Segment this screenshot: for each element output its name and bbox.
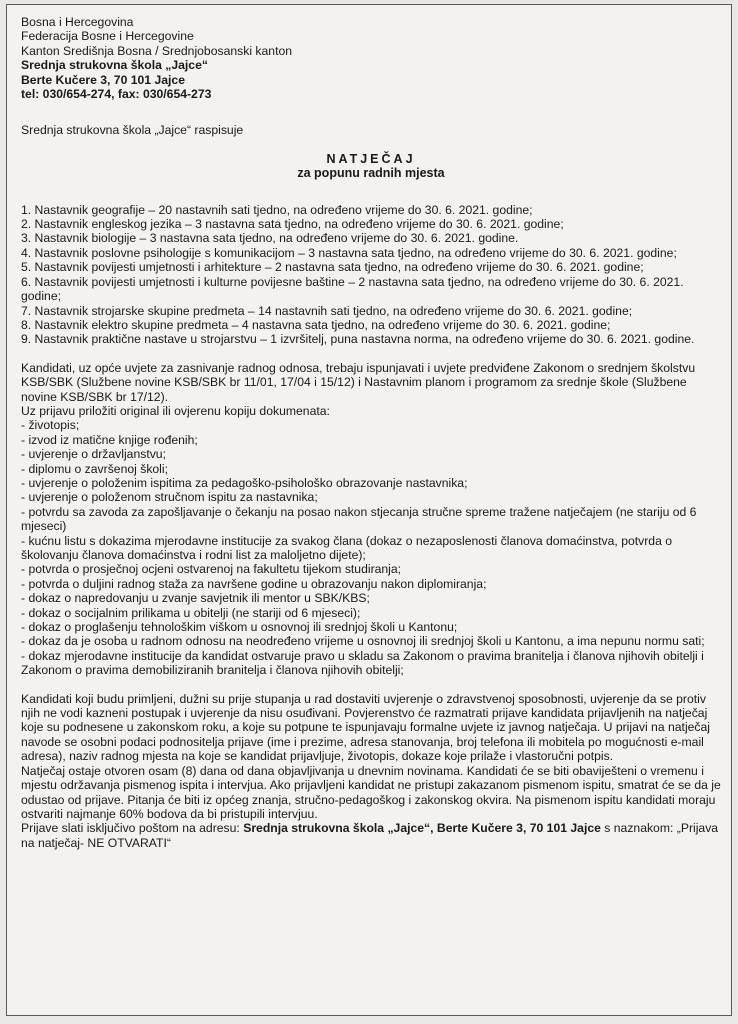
document-item: - potvrda o duljini radnog staža za navršene godine u obrazovanju nakon diplomiranja; [21,576,487,591]
position-item: 5. Nastavnik povijesti umjetnosti i arhitekture – 2 nastavna sata tjedno, na određeno vrijeme do 30. 6. 2021. godine; [21,260,644,275]
announcement-subtitle: za popunu radnih mjesta [297,166,445,181]
document-item: - dokaz o proglašenju tehnološkim viškom u osnovnoj ili srednjoj školi u Kantonu; [21,620,458,635]
newspaper-clipping [6,4,732,1016]
document-item: - dokaz o napredovanju u zvanje savjetnik ili mentor u SBK/KBS; [21,591,370,606]
documents-list [21,418,721,677]
document-item: - životopis; [21,418,80,433]
submission-address: Srednja strukovna škola „Jajce“, Berte Kučere 3, 70 101 Jajce [243,821,601,836]
conditions-paragraph: Kandidati, uz opće uvjete za zasnivanje radnog odnosa, trebaju ispunjavati i uvjete predviđene Zakonom o srednjem školstvu KSB/SBK (Službene novine KSB/SBK br 11/01, 17/04 i 15/12) i Nastavnim planom i programom za srednje škole (Službene novine KSB/SBK br 17/12). [21,360,696,404]
submission-instructions [21,821,721,850]
country-line: Bosna i Hercegovina [21,15,134,29]
canton-line: Kanton Središnja Bosna / Srednjobosanski kanton [21,43,293,58]
announcement-title: NATJEČAJ [326,151,416,166]
entity-line: Federacija Bosne i Hercegovine [21,29,194,44]
submission-suffix: s naznakom: „Prijava na natječaj- NE OTVARATI“ [21,821,719,850]
position-item: 1. Nastavnik geografije – 20 nastavnih sati tjedno, na određeno vrijeme do 30. 6. 2021. godine; [21,202,533,217]
school-phone: tel: 030/654-274, fax: 030/654-273 [21,87,212,102]
position-item: 7. Nastavnik strojarske skupine predmeta – 14 nastavnih sati tjedno, na određeno vrijeme do 30. 6. 2021. godine; [21,303,633,318]
positions-list [21,203,721,347]
closing-paragraph-2: Natječaj ostaje otvoren osam (8) dana od dana objavljivanja u dnevnim novinama. Kandidati će se biti obaviješteni o vremenu i mjestu održavanja pismenog ispita i intervjua. Ako prijavljeni kandidat ne pristupi zakazanom pismenom ispitu, smatrat će se da je odustao od prijave. Pitanja će biti iz općeg znanja, stručno-pedagoškog i zakonskog okvira. Na pismenom ispitu kandidati moraju ostvariti najmanje 60% bodova da bi pristupili intervjuu. [21,763,721,821]
document-item: - dokaz o socijalnim prilikama u obitelji (ne stariji od 6 mjeseci); [21,605,361,620]
school-address: Berte Kučere 3, 70 101 Jajce [21,72,185,87]
document-item: - diplomu o završenoj školi; [21,461,168,476]
position-item: 8. Nastavnik elektro skupine predmeta – 4 nastavna sata tjedno, na određeno vrijeme do 30. 6. 2021. godine; [21,317,611,332]
school-name: Srednja strukovna škola „Jajce“ [21,58,208,73]
header-block [21,15,721,101]
position-item: 9. Nastavnik praktične nastave u strojarstvu – 1 izvršitelj, puna nastavna norma, na određeno vrijeme do 30. 6. 2021. godine. [21,332,695,347]
document-item: - uvjerenje o položenom stručnom ispitu za nastavnika; [21,490,318,505]
position-item: 2. Nastavnik engleskog jezika – 3 nastavna sata tjedno, na određeno vrijeme do 30. 6. 2021. godine; [21,217,564,232]
position-item: 4. Nastavnik poslovne psihologije s komunikacijom – 3 nastavna sata tjedno, na određeno vrijeme do 30. 6. 2021. godine; [21,245,677,260]
document-item: - uvjerenje o položenim ispitima za pedagoško-psihološko obrazovanje nastavnika; [21,475,468,490]
document-item: - dokaz mjerodavne institucije da kandidat ostvaruje pravo u skladu sa Zakonom o pravima branitelja i članova njihovih obitelji i Zakonom o pravima demobiliziranih branitelja i članova njihovih obitelji; [21,648,704,678]
document-item: - kućnu listu s dokazima mjerodavne institucije za svakog člana (dokaz o nezaposlenosti članova domaćinstva, potvrda o školovanju članova domaćinstva i rodni list za maloljetno dijete); [21,533,673,562]
documents-intro: Uz prijavu priložiti original ili ovjerenu kopiju dokumenata: [21,403,330,418]
document-item: - izvod iz matične knjige rođenih; [21,432,198,447]
document-item: - potvrda o prosječnoj ocjeni ostvarenoj na fakultetu tijekom studiranja; [21,562,402,577]
job-announcement [21,15,721,850]
submission-prefix: Prijave slati isključivo poštom na adresu: [21,821,240,836]
document-item: - uvjerenje o državljanstvu; [21,447,166,462]
closing-paragraph-1: Kandidati koji budu primljeni, dužni su prije stupanja u rad dostaviti uvjerenje o zdravstvenoj sposobnosti, uvjerenje da se protiv njih ne vodi kazneni postupak i uvjerenje da nisu osuđivani. Povjerenstvo će razmatrati prijave kandidata prijavljenih na natječaj koje su podnesene u zakonskom roku, a koje su potpune te ispunjavaju formalne uvjete iz javnog natječaja. U prijavi na natječaj navode se osobni podaci podnositelja prijave (ime i prezime, adresa stanovanja, broj telefona ili mobitela po mogućnosti e-mail adresa), naziv radnog mjesta na koje se kandidat prijavljuje, životopis, dokaze koje prilaže i vlastoručni potpis. [21,691,711,764]
document-item: - potvrdu sa zavoda za zapošljavanje o čekanju na posao nakon stjecanja stručne spreme tražene natječajem (ne stariju od 6 mjeseci) [21,504,697,534]
announcer-line: Srednja strukovna škola „Jajce“ raspisuje [21,123,244,138]
position-item: 6. Nastavnik povijesti umjetnosti i kulturne povijesne baštine – 2 nastavna sata tjedno, na određeno vrijeme do 30. 6. 2021. godine; [21,274,684,304]
document-item: - dokaz da je osoba u radnom odnosu na neodređeno vrijeme u osnovnoj ili srednjoj školi u Kantonu, a ima nepunu normu sati; [21,634,705,649]
position-item: 3. Nastavnik biologije – 3 nastavna sata tjedno, na određeno vrijeme do 30. 6. 2021. godine. [21,231,519,246]
